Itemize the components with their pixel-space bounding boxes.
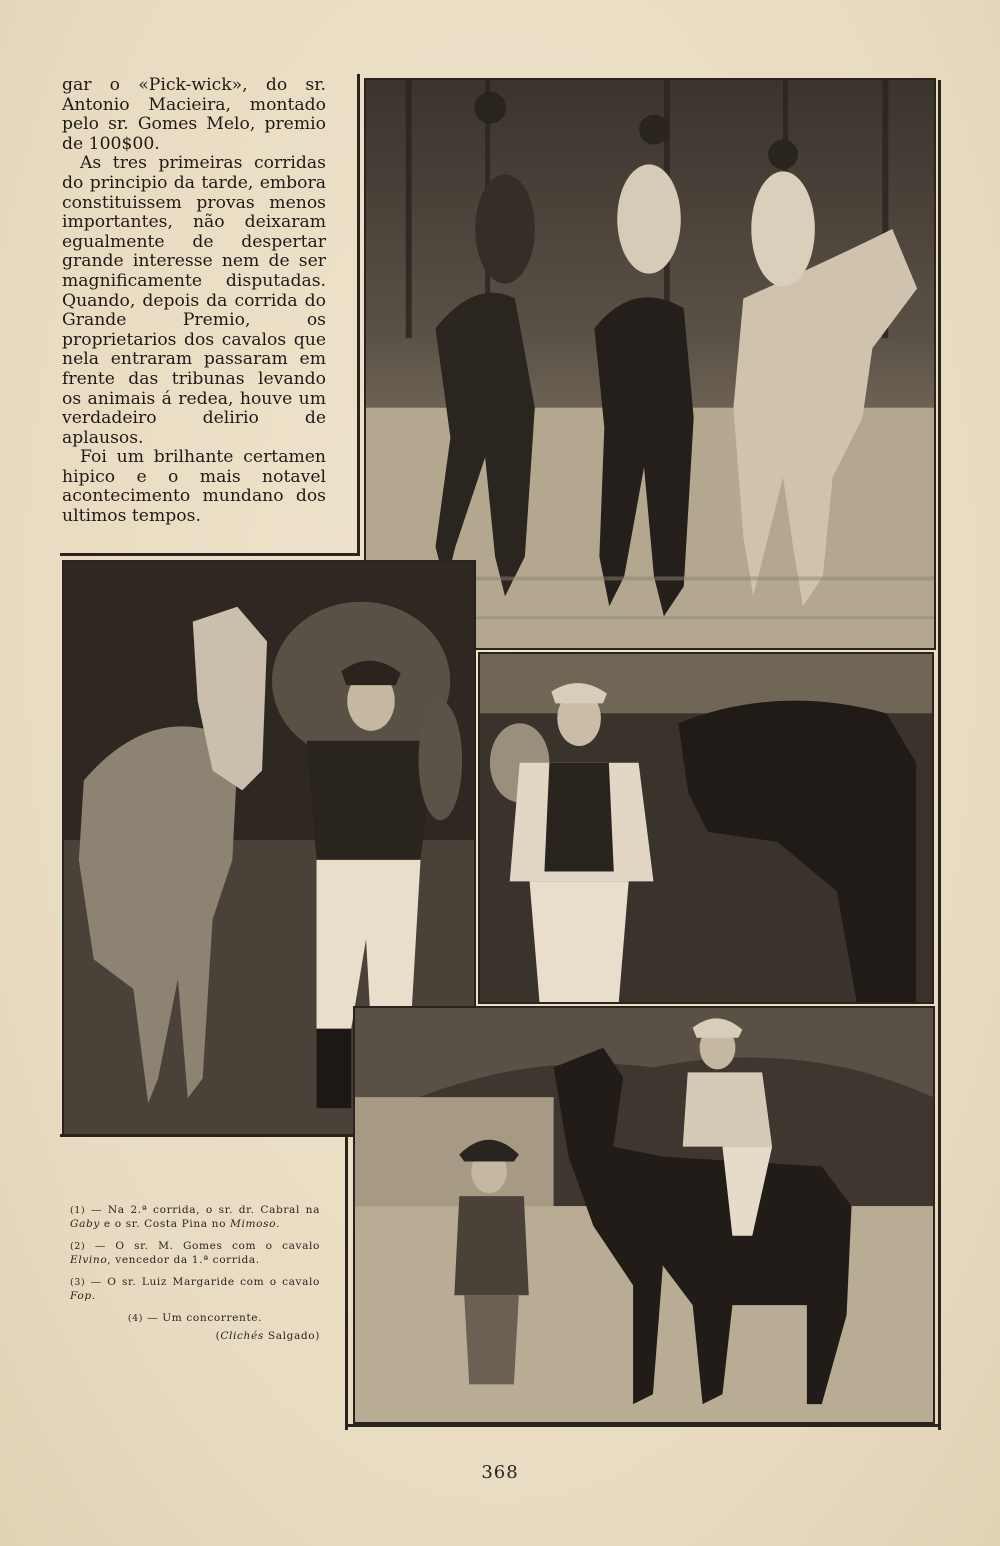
frame-rule: [938, 80, 941, 1430]
caption-2: (2) — O sr. M. Gomes com o cavalo Elvino, vencedor da 1.ª corrida.: [70, 1240, 320, 1266]
photo-jockey-dark-horse: [478, 652, 934, 1004]
caption-4: (4) — Um concorrente.: [127, 1312, 263, 1324]
photo-competitor: [353, 1006, 935, 1424]
frame-rule: [345, 1424, 941, 1427]
article-paragraph: As tres primeiras corridas do principio da tarde, embora constituissem provas menos importantes, não deixaram egualmente de despertar grande interesse nem de ser magnificamente disputadas. Quando, depois da corrida do Grande Premio, os proprietarios dos cavalos que nela entraram passaram em frente das tribunas levando os animais á redea, houve um verdadeiro delirio de aplausos.: [62, 153, 326, 448]
page-number: 368: [481, 1462, 519, 1483]
frame-rule: [357, 74, 360, 556]
frame-rule: [60, 553, 360, 556]
article-paragraph: Foi um brilhante certamen hipico e o mais notavel acontecimento mundano dos ultimos tempos.: [62, 447, 326, 527]
photo-credit: (Clichés Salgado): [215, 1329, 320, 1342]
photo-captions: [70, 1204, 320, 1352]
article-paragraph: gar o «Pick-wick», do sr. Antonio Macieira, montado pelo sr. Gomes Melo, premio de 100$00.: [62, 75, 326, 154]
frame-rule: [345, 1118, 348, 1430]
caption-1: (1) — Na 2.ª corrida, o sr. dr. Cabral na Gaby e o sr. Costa Pina no Mimoso.: [70, 1204, 320, 1230]
caption-3: (3) — O sr. Luiz Margaride com o cavalo Fop.: [70, 1276, 320, 1302]
article-text: [62, 76, 326, 527]
